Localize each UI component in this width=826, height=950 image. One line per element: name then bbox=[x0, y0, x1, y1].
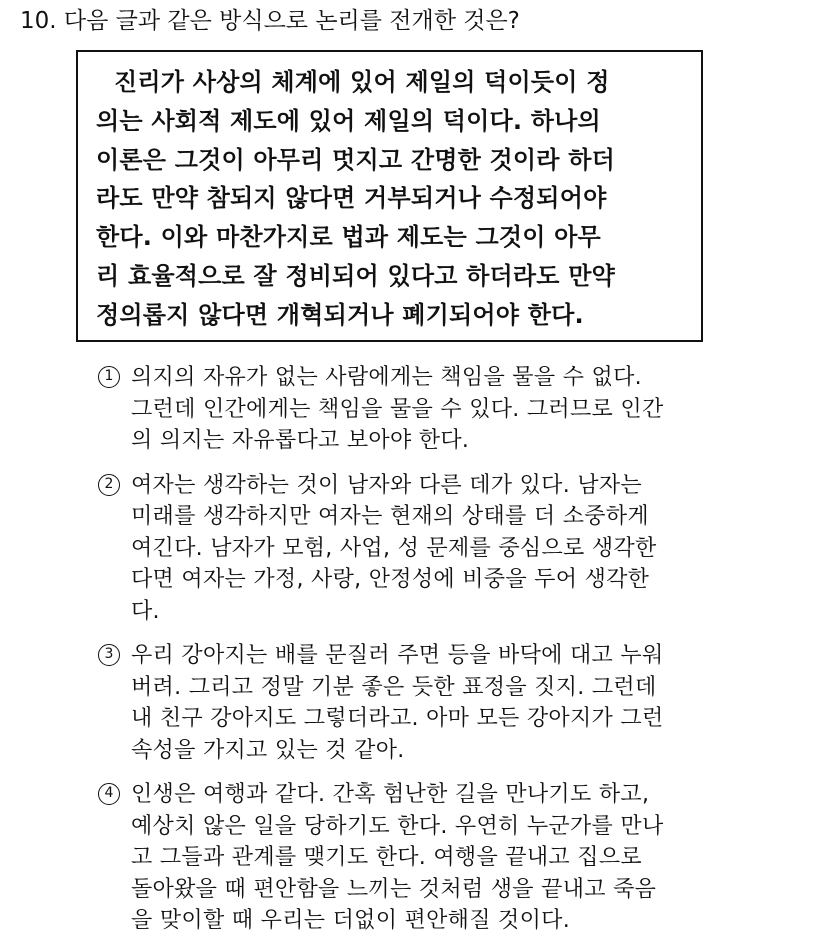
choice-line: 미래를 생각하지만 여자는 현재의 상태를 더 소중하게 bbox=[131, 504, 649, 529]
choice-line: 고 그들과 관계를 맺기도 한다. 여행을 끝내고 집으로 bbox=[131, 845, 642, 870]
choice-line: 여긴다. 남자가 모험, 사업, 성 문제를 중심으로 생각한 bbox=[131, 535, 657, 561]
choice-number-badge: 1 bbox=[98, 366, 120, 388]
passage-line: 이론은 그것이 아무리 멋지고 간명한 것이라 하더 bbox=[96, 145, 616, 174]
question-header bbox=[20, 4, 520, 38]
passage-box bbox=[76, 50, 703, 342]
choice-number-badge: 3 bbox=[98, 644, 120, 666]
question-prompt: 다음 글과 같은 방식으로 논리를 전개한 것은? bbox=[63, 8, 520, 34]
choice-number-badge: 2 bbox=[98, 474, 120, 496]
choice-line: 다. bbox=[131, 598, 160, 624]
question-number: 10. bbox=[20, 8, 57, 34]
choice-3[interactable] bbox=[98, 640, 788, 766]
passage-line: 한다. 이와 마찬가지로 법과 제도는 그것이 아무 bbox=[96, 223, 601, 252]
choice-number-badge: 4 bbox=[98, 783, 120, 805]
choice-1[interactable] bbox=[98, 362, 788, 457]
choice-line: 속성을 가지고 있는 것 같아. bbox=[131, 737, 405, 763]
answer-choices bbox=[98, 362, 788, 950]
passage-line: 의는 사회적 제도에 있어 제일의 덕이다. 하나의 bbox=[96, 106, 601, 135]
choice-line: 의 의지는 자유롭다고 보아야 한다. bbox=[131, 428, 470, 453]
choice-line: 돌아왔을 때 편안함을 느끼는 것처럼 생을 끝내고 죽음 bbox=[131, 876, 657, 902]
passage-line: 정의롭지 않다면 개혁되거나 폐기되어야 한다. bbox=[96, 300, 584, 329]
choice-2[interactable] bbox=[98, 470, 788, 628]
choice-line: 버려. 그리고 정말 기분 좋은 듯한 표정을 짓지. 그런데 bbox=[131, 674, 657, 700]
choice-line: 여자는 생각하는 것이 남자와 다른 데가 있다. 남자는 bbox=[131, 472, 642, 498]
choice-line: 의지의 자유가 없는 사람에게는 책임을 물을 수 없다. bbox=[131, 365, 642, 390]
passage-line: 리 효율적으로 잘 정비되어 있다고 하더라도 만약 bbox=[96, 261, 616, 290]
choice-line: 인생은 여행과 같다. 간혹 험난한 길을 만나기도 하고, bbox=[131, 782, 650, 807]
choice-line: 예상치 않은 일을 당하기도 한다. 우연히 누군가를 만나 bbox=[131, 813, 664, 839]
choice-line: 그런데 인간에게는 책임을 물을 수 있다. 그러므로 인간 bbox=[131, 396, 664, 422]
choice-4[interactable] bbox=[98, 779, 788, 937]
passage-line: 라도 만약 참되지 않다면 거부되거나 수정되어야 bbox=[96, 184, 607, 213]
choice-line: 을 맞이할 때 우리는 더없이 편안해질 것이다. bbox=[131, 908, 570, 933]
choice-line: 우리 강아지는 배를 문질러 주면 등을 바닥에 대고 누워 bbox=[131, 643, 664, 668]
passage-line: 진리가 사상의 체계에 있어 제일의 덕이듯이 정 bbox=[114, 68, 610, 96]
choice-line: 다면 여자는 가정, 사랑, 안정성에 비중을 두어 생각한 bbox=[131, 567, 650, 592]
choice-line: 내 친구 강아지도 그렇더라고. 아마 모든 강아지가 그런 bbox=[131, 706, 664, 731]
